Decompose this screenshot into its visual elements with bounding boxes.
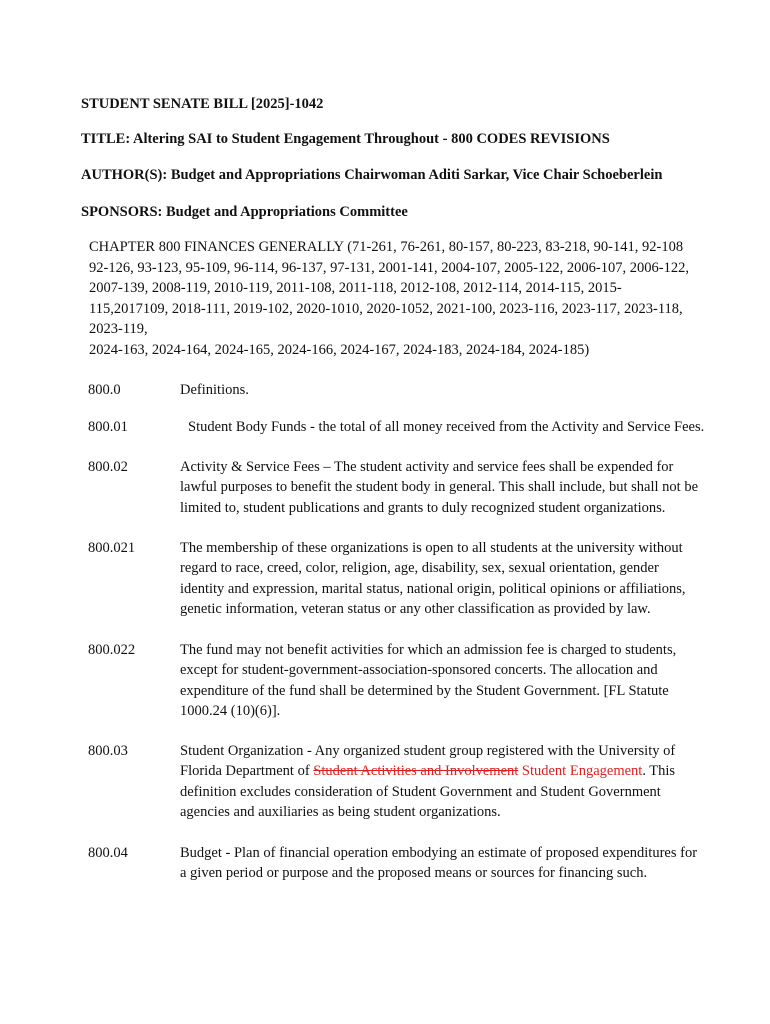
section-number: 800.0 bbox=[88, 382, 121, 398]
section-text: Student Organization - Any organized student group registered with the University of bbox=[180, 743, 676, 759]
section-text: The membership of these organizations is open to all students at the university without bbox=[180, 540, 683, 556]
section-text: identity and expression, marital status, national origin, political opinions or affiliations, bbox=[180, 580, 686, 597]
section-number: 800.01 bbox=[88, 419, 128, 435]
section-text: Budget - Plan of financial operation embodying an estimate of proposed expenditures for bbox=[180, 845, 698, 861]
chapter-line: 2024-163, 2024-164, 2024-165, 2024-166, 2024-167, 2024-183, 2024-184, 2024-185) bbox=[89, 341, 590, 358]
section-number: 800.03 bbox=[88, 743, 128, 759]
text-unchanged: Florida Department of bbox=[180, 763, 314, 780]
inserted-text: Student Engagement bbox=[521, 763, 643, 780]
chapter-line: CHAPTER 800 FINANCES GENERALLY (71-261, 76-261, 80-157, 80-223, 83-218, 90-141, 92-108 bbox=[89, 239, 684, 255]
bill-number: STUDENT SENATE BILL [2025]-1042 bbox=[81, 96, 324, 112]
section-text: except for student-government-association-sponsored concerts. The allocation and bbox=[180, 662, 658, 679]
section-text: a given period or purpose and the proposed means or sources for financing such. bbox=[180, 865, 648, 882]
section-text: regard to race, creed, color, religion, age, disability, sex, sexual orientation, gender bbox=[180, 560, 659, 577]
section-number: 800.04 bbox=[88, 845, 128, 861]
chapter-line: 115,2017109, 2018-111, 2019-102, 2020-1010, 2020-1052, 2021-100, 2023-116, 2023-117, 2023-118, bbox=[89, 300, 683, 317]
chapter-line: 92-126, 93-123, 95-109, 96-114, 96-137, 97-131, 2001-141, 2004-107, 2005-122, 2006-107, 2006-122, bbox=[89, 259, 689, 276]
bill-sponsors: SPONSORS: Budget and Appropriations Committee bbox=[81, 204, 408, 220]
section-text: Student Body Funds - the total of all money received from the Activity and Service Fees. bbox=[188, 419, 705, 435]
chapter-line: 2007-139, 2008-119, 2010-119, 2011-108, 2011-118, 2012-108, 2012-114, 2014-115, 2015- bbox=[89, 280, 622, 296]
bill-authors: AUTHOR(S): Budget and Appropriations Chairwoman Aditi Sarkar, Vice Chair Schoeberlein bbox=[81, 167, 663, 183]
section-text: definition excludes consideration of Student Government and Student Government bbox=[180, 783, 661, 800]
chapter-heading bbox=[89, 237, 729, 360]
section-text: Activity & Service Fees – The student activity and service fees shall be expended for bbox=[180, 459, 674, 475]
deleted-text: Student Activities and Involvement bbox=[313, 763, 519, 780]
section-number: 800.02 bbox=[88, 459, 128, 475]
section-text: Definitions. bbox=[180, 382, 249, 398]
section-text: lawful purposes to benefit the student body in general. This shall include, but shall not be bbox=[180, 479, 699, 496]
section-text: The fund may not benefit activities for which an admission fee is charged to students, bbox=[180, 642, 677, 658]
section-text: agencies and auxiliaries as being student organizations. bbox=[180, 803, 501, 820]
section-number: 800.021 bbox=[88, 540, 136, 556]
section-text: expenditure of the fund shall be determined by the Student Government. [FL Statute bbox=[180, 682, 669, 699]
section-number: 800.022 bbox=[88, 642, 136, 658]
section-text: limited to, student publications and grants to duly recognized student organizations. bbox=[180, 499, 666, 516]
section-text-revised bbox=[180, 761, 725, 781]
section-text: genetic information, veteran status or any other classification as provided by law. bbox=[180, 600, 651, 617]
chapter-line: 2023-119, bbox=[89, 321, 148, 337]
section-text: 1000.24 (10)(6)]. bbox=[180, 702, 281, 719]
bill-title: TITLE: Altering SAI to Student Engagement Throughout - 800 CODES REVISIONS bbox=[81, 131, 610, 147]
text-unchanged: . This bbox=[642, 763, 676, 780]
